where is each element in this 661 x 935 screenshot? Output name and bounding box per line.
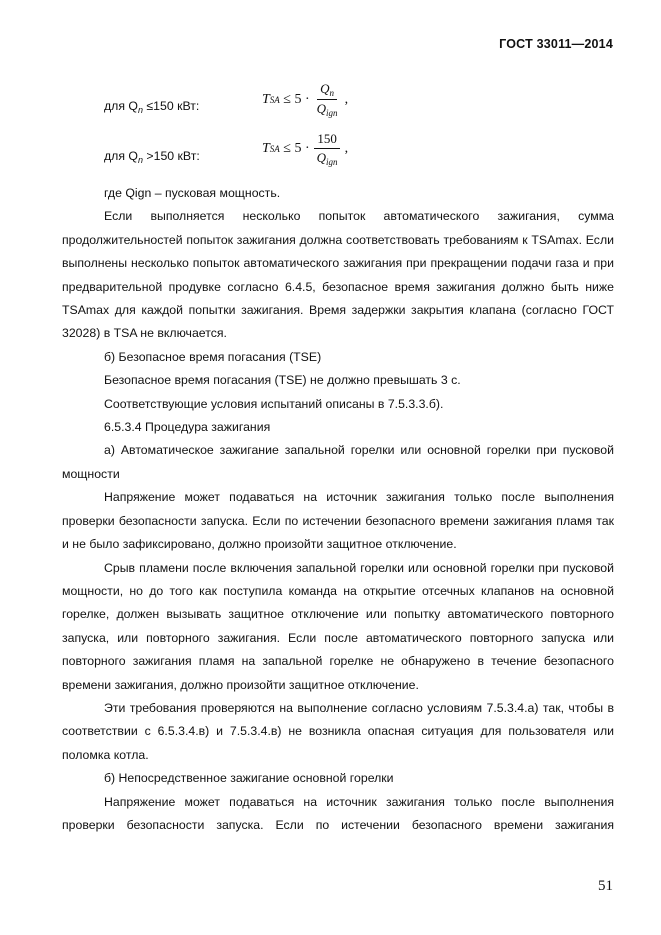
- paragraph-9: Эти требования проверяются на выполнение согласно условиям 7.5.3.4.а) так, чтобы в соответствии с 6.5.3.4.в) и 7.5.3.4.в) не возникла опасная ситуация для пользователя или поломка котла.: [62, 700, 614, 762]
- paragraph-2: б) Безопасное время погасания (TSE): [104, 349, 322, 364]
- paragraph-10: б) Непосредственное зажигание основной горелки: [104, 771, 394, 786]
- formula-condition-1: для $Q_n \le 150$ кВт:: [104, 99, 200, 115]
- formula-condition-2: для $Q_n >150$ кВт:: [104, 149, 200, 165]
- section-heading: 6.5.3.4 Процедура зажигания: [104, 420, 271, 435]
- page-content: [62, 81, 614, 837]
- paragraph-11: Напряжение может подаваться на источник зажигания только после выполнения проверки безопасности запуска. Если по истечении безопасного времени зажигания: [62, 794, 614, 832]
- formula-row-2: [62, 131, 614, 188]
- paragraph-7: Напряжение может подаваться на источник зажигания только после выполнения проверки безопасности запуска. Если по истечении безопасного времени зажигания пламя так и не было зафиксировано, должно произойти защитное отключение.: [62, 490, 614, 552]
- formula-2: T SA ≤ 5 · $\frac{150}{Q_{ign}}$ ,: [262, 131, 349, 167]
- paragraph-4: Соответствующие условия испытаний описаны в 7.5.3.3.б).: [104, 396, 444, 411]
- formula-1: T SA ≤ 5 · $\frac{Q_n}{Q_{ign}}$ ,: [262, 81, 349, 118]
- paragraph-where: где Qign – пусковая мощность.: [104, 186, 281, 200]
- paragraph-8: Срыв пламени после включения запальной горелки или основной горелки при пусковой мощности, но до того как поступила команда на открытие отсечных клапанов на основной горелке, должен вызывать защитное отключение или попытку автоматического повторного запуска, или повторного зажигания. Если после автоматического повторного запуска или повторного зажигания пламя на запальной горелке не обнаружено в течение безопасного времени зажигания, должно произойти защитное отключение.: [62, 560, 614, 692]
- paragraph-3: Безопасное время погасания (TSE) не должно превышать 3 с.: [104, 373, 461, 388]
- page-number: 51: [598, 878, 613, 894]
- document-header: ГОСТ 33011—2014: [499, 37, 613, 51]
- paragraph-1: Если выполняется несколько попыток автоматического зажигания, сумма продолжительностей попыток зажигания должна соответствовать требованиям к TSAmax. Если выполнены несколько попыток автоматического зажигания при прекращении подачи газа и при предварительной продувке согласно 6.4.5, безопасное время зажигания должно быть ниже TSAmax для каждой попытки зажигания. Время задержки закрытия клапана (согласно ГОСТ 32028) в TSA не включается.: [62, 209, 614, 341]
- paragraph-6: а) Автоматическое зажигание запальной горелки или основной горелки при пусковой мощности: [62, 443, 614, 481]
